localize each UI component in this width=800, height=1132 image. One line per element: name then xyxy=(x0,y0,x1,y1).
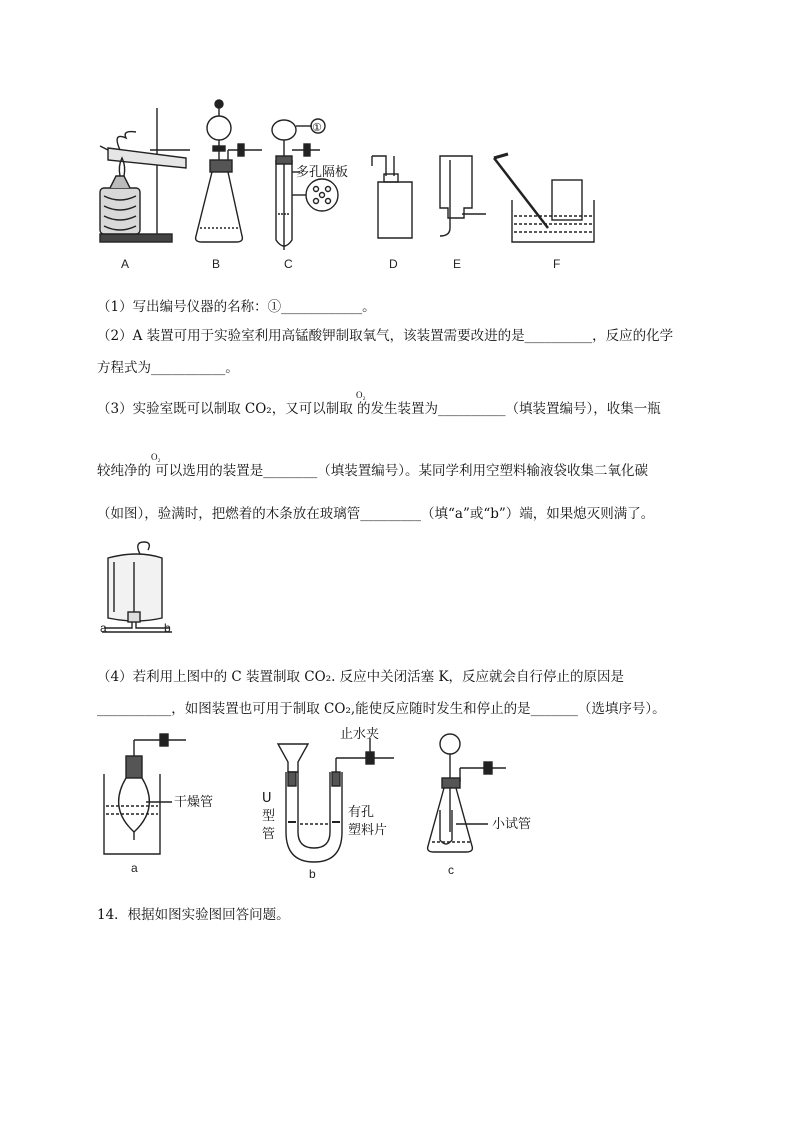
o2-superscript-1: O₂ xyxy=(356,390,366,400)
question-3-line-1: （3）实验室既可以制取 CO₂，又可以制取 的发生装置为__________（填装置编号），收集一瓶 xyxy=(97,401,661,417)
apparatus-figure-2 xyxy=(0,727,800,881)
label-d: D xyxy=(389,257,398,271)
infusion-bag-figure xyxy=(96,540,176,640)
question-2-line-1: （2）A 装置可用于实验室利用高锰酸钾制取氧气，该装置需要改进的是__________，反应的化学 xyxy=(97,328,674,344)
o2-superscript-2: O₂ xyxy=(151,452,161,462)
device-b xyxy=(278,738,394,862)
small-test-tube-label: 小试管 xyxy=(492,817,532,832)
label-b: B xyxy=(212,257,221,271)
question-4-line-1: （4）若利用上图中的 C 装置制取 CO₂. 反应中关闭活塞 K，反应就会自行停止的原因是 xyxy=(97,669,625,685)
perforated-plate-label-2: 塑料片 xyxy=(348,823,388,838)
u-tube-label-3: 管 xyxy=(262,827,276,842)
question-14: 14．根据如图实验图回答问题。 xyxy=(97,907,290,923)
u-tube-label-2: 型 xyxy=(262,809,276,824)
perforated-plate-label-1: 有孔 xyxy=(348,805,375,820)
u-tube-label-1: U xyxy=(262,791,272,806)
circle-number-1: ① xyxy=(312,121,322,134)
apparatus-f xyxy=(494,154,594,242)
tube-b-label: b xyxy=(164,621,171,635)
apparatus-a xyxy=(100,108,190,242)
apparatus-d xyxy=(372,156,412,238)
device-a-label: a xyxy=(131,861,138,875)
label-a: A xyxy=(121,257,130,271)
device-c-label: c xyxy=(448,863,454,877)
question-3-line-2: 较纯净的 可以选用的装置是________（填装置编号）。某同学利用空塑料输液袋收集二氧化碳 xyxy=(97,463,649,479)
device-c xyxy=(428,734,506,852)
label-f: F xyxy=(553,257,561,271)
apparatus-b xyxy=(196,100,262,242)
porous-plate-label: 多孔隔板 xyxy=(296,165,349,180)
tube-a-label: a xyxy=(100,621,107,635)
label-e: E xyxy=(453,257,462,271)
question-2-line-2: 方程式为___________。 xyxy=(97,360,239,376)
apparatus-figure-1 xyxy=(0,0,800,280)
question-3-line-3: （如图），验满时，把燃着的木条放在玻璃管_________（填“a”或“b”）端，如果熄灭则满了。 xyxy=(97,506,655,522)
label-c: C xyxy=(284,257,293,271)
question-4-line-2: ___________，如图装置也可用于制取 CO₂,能使反应随时发生和停止的是_______（选填序号）。 xyxy=(97,701,666,717)
apparatus-e xyxy=(440,156,486,236)
stop-clamp-label: 止水夹 xyxy=(340,727,380,742)
apparatus-c xyxy=(272,119,338,250)
device-a xyxy=(104,734,186,854)
question-1: （1）写出编号仪器的名称：①____________。 xyxy=(97,299,376,315)
device-b-label: b xyxy=(309,867,316,881)
drying-tube-label: 干燥管 xyxy=(174,795,214,810)
